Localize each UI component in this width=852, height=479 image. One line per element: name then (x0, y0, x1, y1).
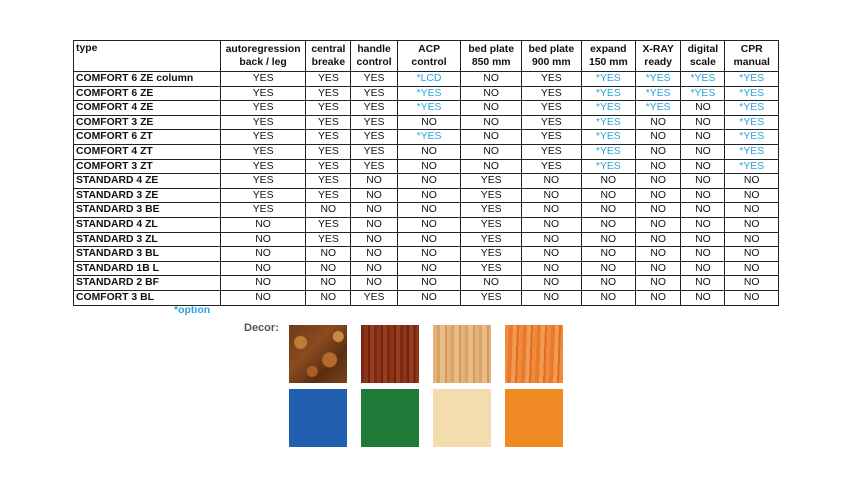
column-header (351, 41, 397, 72)
feature-cell: YES (220, 130, 305, 145)
feature-cell: NO (636, 174, 681, 189)
feature-cell: NO (397, 217, 461, 232)
feature-cell: NO (461, 101, 522, 116)
feature-cell: *YES (397, 130, 461, 145)
feature-cell: YES (461, 203, 522, 218)
feature-cell: NO (581, 203, 635, 218)
feature-cell: NO (306, 261, 351, 276)
header-row (74, 41, 779, 72)
table-row (74, 144, 779, 159)
column-header-line: 900 mm (531, 57, 571, 68)
model-name-cell: STANDARD 3 ZE (74, 188, 221, 203)
column-header (74, 41, 221, 72)
feature-cell: NO (681, 115, 725, 130)
feature-cell: *YES (581, 144, 635, 159)
feature-cell: NO (522, 217, 582, 232)
feature-cell: NO (351, 261, 397, 276)
feature-cell: NO (351, 247, 397, 262)
column-header-line (76, 55, 218, 68)
feature-cell: NO (681, 188, 725, 203)
feature-cell: NO (681, 261, 725, 276)
feature-cell: *YES (581, 86, 635, 101)
feature-cell: NO (220, 217, 305, 232)
column-header (522, 41, 582, 72)
feature-cell: NO (581, 174, 635, 189)
feature-cell: NO (522, 232, 582, 247)
column-header (220, 41, 305, 72)
feature-cell: NO (522, 174, 582, 189)
table-row (74, 188, 779, 203)
feature-cell: NO (220, 276, 305, 291)
feature-cell: YES (351, 101, 397, 116)
column-header-line: handle (357, 44, 391, 55)
decor-swatch-blue (289, 389, 347, 447)
feature-cell: NO (306, 247, 351, 262)
feature-cell: NO (397, 290, 461, 305)
feature-cell: YES (461, 174, 522, 189)
model-name-cell: STANDARD 2 BF (74, 276, 221, 291)
column-header-line: CPR (740, 44, 763, 55)
model-name-cell: STANDARD 4 ZE (74, 174, 221, 189)
table-row (74, 247, 779, 262)
feature-cell: NO (636, 261, 681, 276)
feature-cell: *YES (725, 130, 779, 145)
feature-cell: YES (522, 159, 582, 174)
feature-cell: NO (636, 159, 681, 174)
feature-cell: YES (220, 188, 305, 203)
column-header-line: bed plate (528, 44, 575, 55)
column-header (461, 41, 522, 72)
column-header-line: central (311, 44, 346, 55)
feature-cell: YES (351, 290, 397, 305)
decor-swatch-cherry-wood (361, 325, 419, 383)
feature-cell: YES (351, 86, 397, 101)
feature-cell: YES (220, 72, 305, 87)
table-row (74, 174, 779, 189)
model-name-cell: STANDARD 3 BE (74, 203, 221, 218)
table-row (74, 159, 779, 174)
feature-cell: NO (725, 232, 779, 247)
feature-cell: YES (351, 159, 397, 174)
feature-cell: YES (306, 115, 351, 130)
feature-cell: *YES (581, 101, 635, 116)
feature-cell: NO (681, 174, 725, 189)
model-name-cell: COMFORT 3 BL (74, 290, 221, 305)
feature-cell: NO (581, 276, 635, 291)
feature-cell: *YES (725, 86, 779, 101)
feature-cell: YES (522, 72, 582, 87)
column-header-line: breake (311, 57, 346, 68)
feature-cell: YES (461, 247, 522, 262)
feature-cell: NO (522, 247, 582, 262)
feature-cell: NO (725, 247, 779, 262)
feature-cell: YES (220, 86, 305, 101)
model-name-cell: COMFORT 6 ZE column (74, 72, 221, 87)
feature-cell: NO (636, 203, 681, 218)
column-header (397, 41, 461, 72)
feature-cell: YES (461, 217, 522, 232)
model-name-cell: COMFORT 6 ZE (74, 86, 221, 101)
column-header (581, 41, 635, 72)
feature-cell: NO (220, 247, 305, 262)
column-header-line: autoregression (225, 44, 301, 55)
feature-cell: *YES (636, 72, 681, 87)
model-name-cell: COMFORT 4 ZE (74, 101, 221, 116)
feature-cell: NO (636, 144, 681, 159)
feature-cell: *LCD (397, 72, 461, 87)
feature-cell: YES (522, 130, 582, 145)
column-header-line: 150 mm (588, 57, 628, 68)
feature-cell: NO (581, 261, 635, 276)
feature-cell: YES (220, 159, 305, 174)
feature-cell: YES (306, 86, 351, 101)
column-header-line: expand (590, 44, 627, 55)
feature-cell: NO (725, 203, 779, 218)
feature-cell: YES (351, 115, 397, 130)
feature-cell: *YES (397, 101, 461, 116)
column-header-line: 850 mm (471, 57, 511, 68)
feature-cell: *YES (581, 72, 635, 87)
feature-cell: *YES (681, 86, 725, 101)
feature-cell: YES (522, 86, 582, 101)
feature-cell: YES (306, 159, 351, 174)
model-name-cell: STANDARD 3 ZL (74, 232, 221, 247)
feature-cell: YES (220, 115, 305, 130)
feature-cell: YES (306, 174, 351, 189)
column-header-line: digital (687, 44, 719, 55)
feature-cell: *YES (397, 86, 461, 101)
feature-cell: NO (725, 261, 779, 276)
decor-swatch-orange (505, 389, 563, 447)
table-row (74, 72, 779, 87)
feature-cell: NO (351, 174, 397, 189)
model-name-cell: COMFORT 6 ZT (74, 130, 221, 145)
feature-cell: NO (461, 159, 522, 174)
feature-cell: YES (306, 217, 351, 232)
model-name-cell: COMFORT 3 ZT (74, 159, 221, 174)
feature-cell: YES (306, 101, 351, 116)
feature-cell: YES (306, 144, 351, 159)
decor-swatch-beech-wood (433, 325, 491, 383)
option-note: *option (174, 304, 211, 316)
feature-cell: YES (306, 232, 351, 247)
column-header-line: scale (689, 57, 716, 68)
column-header (681, 41, 725, 72)
feature-cell: NO (461, 86, 522, 101)
column-header-line: bed plate (468, 44, 515, 55)
feature-cell: YES (522, 115, 582, 130)
feature-cell: NO (306, 276, 351, 291)
feature-cell: *YES (636, 101, 681, 116)
column-header-line: ACP (418, 44, 441, 55)
column-header (725, 41, 779, 72)
feature-cell: NO (461, 115, 522, 130)
feature-cell: NO (636, 276, 681, 291)
feature-cell: NO (581, 290, 635, 305)
model-name-cell: COMFORT 4 ZT (74, 144, 221, 159)
feature-cell: NO (306, 203, 351, 218)
feature-cell: NO (306, 290, 351, 305)
feature-cell: NO (397, 174, 461, 189)
feature-cell: YES (461, 290, 522, 305)
feature-cell: *YES (681, 72, 725, 87)
feature-cell: NO (725, 217, 779, 232)
column-header-line: control (356, 57, 392, 68)
feature-cell: NO (220, 261, 305, 276)
table-row (74, 203, 779, 218)
feature-cell: YES (461, 232, 522, 247)
table-row (74, 130, 779, 145)
feature-cell: NO (636, 130, 681, 145)
feature-cell: NO (397, 159, 461, 174)
feature-cell: *YES (581, 130, 635, 145)
feature-cell: YES (220, 101, 305, 116)
feature-cell: NO (351, 276, 397, 291)
feature-cell: YES (306, 188, 351, 203)
feature-cell: *YES (636, 86, 681, 101)
feature-cell: NO (351, 188, 397, 203)
feature-cell: YES (461, 188, 522, 203)
feature-cell: YES (220, 174, 305, 189)
column-header (306, 41, 351, 72)
table-body (74, 72, 779, 306)
table-row (74, 290, 779, 305)
feature-cell: *YES (725, 159, 779, 174)
feature-cell: NO (636, 247, 681, 262)
feature-cell: NO (681, 247, 725, 262)
feature-cell: NO (636, 217, 681, 232)
decor-swatch-cream (433, 389, 491, 447)
feature-cell: NO (220, 290, 305, 305)
column-header-line: control (411, 57, 447, 68)
feature-cell: NO (522, 276, 582, 291)
feature-cell: *YES (725, 115, 779, 130)
feature-cell: NO (636, 115, 681, 130)
feature-cell: NO (397, 188, 461, 203)
spec-table (73, 40, 779, 306)
feature-cell: NO (461, 130, 522, 145)
column-header (636, 41, 681, 72)
feature-cell: NO (581, 247, 635, 262)
feature-cell: YES (306, 72, 351, 87)
model-name-cell: STANDARD 3 BL (74, 247, 221, 262)
feature-cell: NO (681, 290, 725, 305)
feature-cell: YES (522, 144, 582, 159)
feature-cell: NO (581, 232, 635, 247)
feature-cell: NO (351, 232, 397, 247)
feature-cell: NO (681, 144, 725, 159)
feature-cell: NO (681, 217, 725, 232)
decor-swatch-orange-wood (505, 325, 563, 383)
table-row (74, 217, 779, 232)
feature-cell: NO (397, 203, 461, 218)
feature-cell: NO (397, 276, 461, 291)
feature-cell: NO (220, 232, 305, 247)
feature-cell: NO (351, 203, 397, 218)
feature-cell: NO (397, 115, 461, 130)
feature-cell: YES (461, 261, 522, 276)
feature-cell: NO (681, 232, 725, 247)
column-header-line: ready (644, 57, 673, 68)
feature-cell: NO (681, 159, 725, 174)
feature-cell: YES (306, 130, 351, 145)
feature-cell: NO (397, 144, 461, 159)
feature-cell: NO (725, 290, 779, 305)
feature-cell: NO (636, 188, 681, 203)
feature-cell: NO (522, 203, 582, 218)
feature-cell: NO (636, 290, 681, 305)
feature-cell: NO (522, 290, 582, 305)
model-name-cell: STANDARD 4 ZL (74, 217, 221, 232)
feature-cell: YES (220, 144, 305, 159)
feature-cell: YES (351, 72, 397, 87)
decor-label: Decor: (244, 322, 279, 334)
feature-cell: *YES (725, 101, 779, 116)
feature-cell: NO (461, 144, 522, 159)
feature-cell: NO (636, 232, 681, 247)
feature-cell: YES (522, 101, 582, 116)
column-header-line: manual (733, 57, 770, 68)
feature-cell: NO (397, 261, 461, 276)
feature-cell: NO (725, 174, 779, 189)
feature-cell: NO (681, 276, 725, 291)
feature-cell: NO (725, 188, 779, 203)
feature-cell: NO (522, 261, 582, 276)
feature-cell: YES (351, 144, 397, 159)
column-header-line: X-RAY (642, 44, 674, 55)
feature-cell: *YES (725, 72, 779, 87)
feature-cell: NO (461, 276, 522, 291)
feature-cell: NO (351, 217, 397, 232)
table-row (74, 276, 779, 291)
table-row (74, 101, 779, 116)
column-header-line: type (76, 43, 98, 54)
feature-cell: NO (681, 101, 725, 116)
feature-cell: YES (220, 203, 305, 218)
decor-swatch-green (361, 389, 419, 447)
table-row (74, 86, 779, 101)
feature-cell: *YES (581, 115, 635, 130)
feature-cell: YES (351, 130, 397, 145)
model-name-cell: COMFORT 3 ZE (74, 115, 221, 130)
feature-cell: NO (725, 276, 779, 291)
table-row (74, 115, 779, 130)
feature-cell: NO (461, 72, 522, 87)
feature-cell: NO (581, 217, 635, 232)
feature-cell: NO (397, 247, 461, 262)
feature-cell: NO (681, 130, 725, 145)
feature-cell: NO (397, 232, 461, 247)
decor-swatch-burl-wood (289, 325, 347, 383)
feature-cell: *YES (581, 159, 635, 174)
model-name-cell: STANDARD 1B L (74, 261, 221, 276)
table-row (74, 261, 779, 276)
feature-cell: NO (681, 203, 725, 218)
column-header-line: back / leg (239, 57, 287, 68)
feature-cell: *YES (725, 144, 779, 159)
feature-cell: NO (522, 188, 582, 203)
table-row (74, 232, 779, 247)
feature-cell: NO (581, 188, 635, 203)
